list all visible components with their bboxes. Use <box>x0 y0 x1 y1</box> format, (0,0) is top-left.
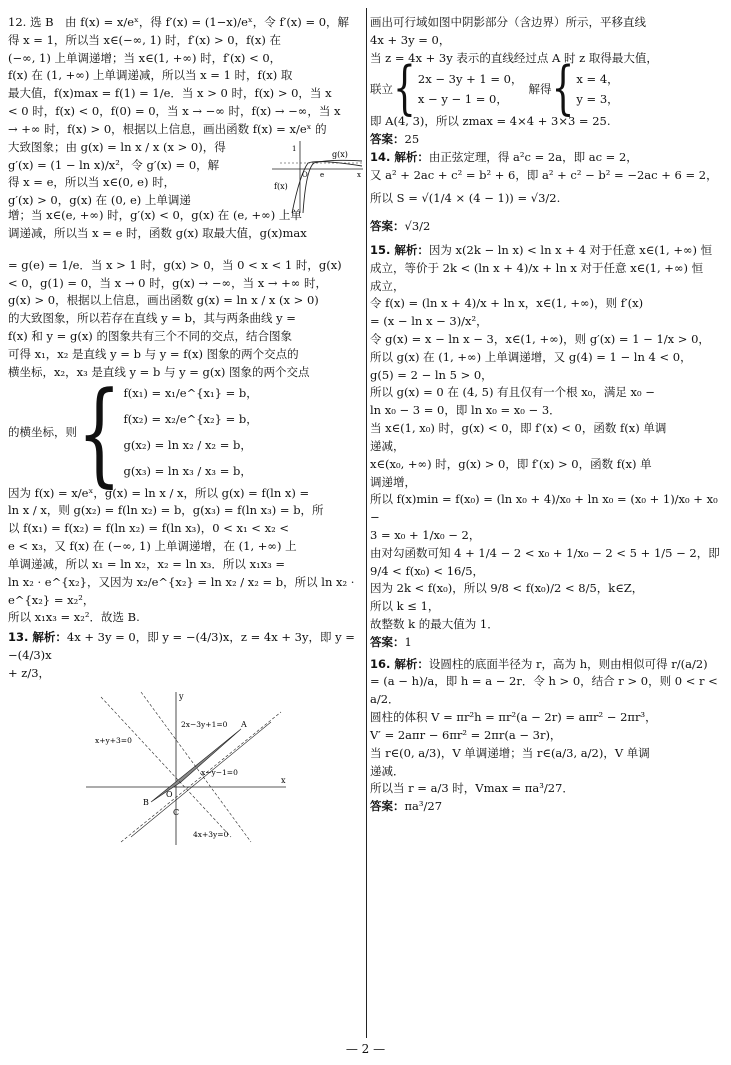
q13-sys-line: 2x − 3y + 1 = 0， <box>417 72 523 87</box>
q13-line1: 4x + 3y = 0，即 y = −(4/3)x，z = 4x + 3y，即 y = −(4/3)x <box>8 630 355 662</box>
point-b-label: B <box>143 797 149 807</box>
q12-after-line: ln x₂ · e^{x₂}，又因为 x₂/e^{x₂} = ln x₂ / x₂ = b，所以 ln x₂ · e^{x₂} = x₂²， <box>8 574 355 607</box>
q14-line-0: 由正弦定理，得 a²c = 2a，即 ac = 2， <box>428 149 638 164</box>
q12-line: 大致图象；由 g(x) = ln x / x (x > 0)，得 <box>8 139 226 154</box>
one-label: 1 <box>292 144 297 153</box>
point-a-label: A <box>241 719 247 729</box>
answer-value: 1 <box>404 634 412 649</box>
q16-line: 递减． <box>370 763 405 778</box>
answer-label: 答案： <box>370 799 405 814</box>
fx-label: f(x) <box>274 181 288 191</box>
q15-line: 因为 2k < f(x₀)，所以 9/8 < f(x₀)/2 < 8/5，k∈Z， <box>370 581 644 596</box>
x-axis-label: x <box>357 170 361 179</box>
q12-line: 得 x = 1，所以当 x∈(−∞, 1) 时，f′(x) > 0，f(x) 在 <box>8 32 281 47</box>
answer-label: 答案： <box>370 634 405 649</box>
q12-line: g(x) > 0，根据以上信息，画出函数 g(x) = ln x / x (x > 0) <box>8 293 319 308</box>
q16-line: 当 r∈(0, a/3)，V 单调递增；当 r∈(a/3, a/2)，V 单调 <box>370 745 650 760</box>
q13-sys-line: x − y − 1 = 0， <box>417 92 508 107</box>
linear-programming-graph <box>81 687 291 847</box>
page-number: — 2 — <box>345 1042 386 1056</box>
q15-line-0: 因为 x(2k − ln x) < ln x + 4 对于任意 x∈(1, +∞) 恒 <box>428 242 713 257</box>
q15-line <box>370 242 724 260</box>
lp-line3-label: x−y−1=0 <box>201 767 238 777</box>
lp-line2-label: 2x−3y+1=0 <box>181 719 228 729</box>
q13-sys-prefix: 联立 <box>370 82 393 97</box>
brace-icon: { <box>393 56 416 123</box>
answer-value: √3/2 <box>404 219 431 234</box>
answer-label: 答案： <box>370 219 405 234</box>
q15-line: 由对勾函数可知 4 + 1/4 − 2 < x₀ + 1/x₀ − 2 < 5 + 1/5 − 2，即 <box>370 545 720 560</box>
q12-line: 最大值，f(x)max = f(1) = 1/e．当 x > 0 时，f(x) > 0，当 x <box>8 86 332 101</box>
q12-after-line: ln x / x，则 g(x₂) = f(ln x₂) = b，g(x₃) = f(ln x₃) = b，所 <box>8 503 324 518</box>
point-c-label: C <box>173 807 180 817</box>
q13-tail: 即 A(4, 3)，所以 zmax = 4×4 + 3×3 = 25. <box>370 114 611 129</box>
q12-graph-text-2 <box>8 207 364 243</box>
q16-solution <box>370 656 724 816</box>
q12-after-line: e < x₃，又 f(x) 在 (−∞, 1) 上单调递增，在 (1, +∞) 上 <box>8 539 297 554</box>
q15-line: 9/4 < f(x₀) < 16/5， <box>370 563 485 578</box>
line-x-y <box>131 719 271 837</box>
q13-line2: + z/3， <box>8 665 51 680</box>
q12-line: 横坐标，x₂，x₃ 是直线 y = b 与 y = g(x) 图象的两个交点 <box>8 364 310 379</box>
q12-system-line: g(x₃) = ln x₃ / x₃ = b， <box>123 463 252 478</box>
q15-line: 成立， <box>370 278 405 293</box>
q13-cont-line: 4x + 3y = 0， <box>370 32 451 47</box>
lp-y-axis-label: y <box>179 691 184 701</box>
q15-label: 15. 解析： <box>370 242 429 257</box>
q14-label: 14. 解析： <box>370 149 429 164</box>
lp-x-axis-label: x <box>281 775 286 785</box>
q14-line: 所以 S = √(1/4 × (4 − 1)) = √3/2. <box>370 191 561 206</box>
gx-curve <box>303 160 362 213</box>
lp-line1-label: x+y+3=0 <box>95 735 132 745</box>
q12-line: < 0 时，f(x) < 0，f(0) = 0，当 x → −∞ 时，f(x) → −∞，当 x <box>8 104 341 119</box>
q16-label: 16. 解析： <box>370 656 429 671</box>
e-label: e <box>320 170 325 179</box>
q12-line: → +∞ 时，f(x) > 0，根据以上信息，画出函数 f(x) = x/eˣ 的 <box>8 121 327 136</box>
q13-sys-lines <box>418 71 523 109</box>
q12-after-line: 因为 f(x) = x/eˣ，g(x) = ln x / x，所以 g(x) = f(ln x) = <box>8 485 310 500</box>
q12-system-lines <box>124 385 258 480</box>
q16-line <box>370 656 724 674</box>
lp-origin-label: O <box>166 789 173 799</box>
left-column <box>8 14 364 851</box>
q13-sys-mid: 解得 <box>528 82 552 97</box>
q12-system-intro: 的横坐标，则 <box>8 425 77 440</box>
q12-line: = g(e) = 1/e．当 x > 1 时，g(x) > 0，当 0 < x < 1 时，g(x) <box>8 257 342 272</box>
q15-line: 递减， <box>370 438 405 453</box>
q14-answer <box>370 214 724 242</box>
q15-line: 令 g(x) = x − ln x − 3，x∈(1, +∞)，则 g′(x) = 1 − 1/x > 0， <box>370 332 710 346</box>
q13-sol-line: y = 3， <box>576 92 619 107</box>
q12-graph-text <box>8 139 258 210</box>
brace-icon: { <box>551 56 575 123</box>
q15-line: = (x − ln x − 3)/x²， <box>370 314 488 329</box>
q12-line: 调递减，所以当 x = e 时，函数 g(x) 取最大值，g(x)max <box>8 225 307 240</box>
q15-line: 所以 g(x) 在 (1, +∞) 上单调递增，又 g(4) = 1 − ln 4 < 0， <box>370 349 692 364</box>
q15-line: 所以 k ≤ 1， <box>370 599 440 614</box>
q14-solution <box>370 149 724 242</box>
line-2x-3y <box>121 712 281 842</box>
q16-line: V′ = 2aπr − 6πr² = 2πr(a − 3r)， <box>370 727 562 742</box>
q12-line: 得 x = e，所以当 x∈(0, e) 时， <box>8 175 176 190</box>
q15-line: 所以 g(x) = 0 在 (4, 5) 有且仅有一个根 x₀，满足 x₀ − <box>370 385 655 400</box>
q13-solution <box>8 629 364 846</box>
origin-label: O <box>302 170 308 179</box>
q16-line: = (a − h)/a，即 h = a − 2r．令 h > 0，结合 r > 0，则 0 < r < a/2． <box>370 674 718 707</box>
q12-line: (−∞, 1) 上单调递增；当 x∈(1, +∞) 时，f′(x) < 0， <box>8 50 282 65</box>
q16-answer <box>370 798 724 816</box>
q15-line: x∈(x₀, +∞) 时，g(x) > 0，即 f′(x) > 0，函数 f(x) 单 <box>370 456 652 471</box>
q15-solution <box>370 242 724 652</box>
q12-line: f(x) 在 (1, +∞) 上单调递减，所以当 x = 1 时，f(x) 取 <box>8 68 293 83</box>
answer-value: πa³/27 <box>404 799 443 814</box>
q12-after-line: 以 f(x₁) = f(x₂) = f(ln x₂) = f(ln x₃)，0 < x₁ < x₂ < <box>8 521 289 536</box>
q15-line: 3 = x₀ + 1/x₀ − 2， <box>370 527 481 542</box>
q13-line <box>8 629 364 665</box>
q12-line: g′(x) = (1 − ln x)/x²，令 g′(x) = 0，解 <box>8 157 220 172</box>
q12-after-line: 单调递减，所以 x₁ = ln x₂，x₂ = ln x₃．所以 x₁x₃ = <box>8 556 286 571</box>
lp-line4-label: 4x+3y=0 <box>193 829 229 839</box>
q12-after-line: 所以 x₁x₃ = x₂²．故选 B. <box>8 610 140 625</box>
q15-line: 当 x∈(1, x₀) 时，g(x) < 0，即 f′(x) < 0，函数 f(x) 单调 <box>370 421 667 436</box>
q15-line: 所以 f(x)min = f(x₀) = (ln x₀ + 4)/x₀ + ln x₀ = (x₀ + 1)/x₀ + x₀ − <box>370 492 718 525</box>
q12-system-line: f(x₁) = x₁/e^{x₁} = b， <box>123 386 258 401</box>
answer-value: 25 <box>404 131 420 146</box>
q12-line: 可得 x₁，x₂ 是直线 y = b 与 y = f(x) 图象的两个交点的 <box>8 346 299 361</box>
q12-line: 12. 选 B 由 f(x) = x/eˣ，得 f′(x) = (1−x)/eˣ，令 f′(x) = 0，解 <box>8 15 350 29</box>
q13-label: 13. 解析： <box>8 630 67 645</box>
q14-line: 又 a² + 2ac + c² = b² + 6，即 a² + c² − b² = −2ac + 6 = 2， <box>370 167 718 182</box>
q13-answer <box>370 131 724 149</box>
q12-system-line: f(x₂) = x₂/e^{x₂} = b， <box>123 412 258 427</box>
answer-label: 答案： <box>370 131 405 146</box>
right-column <box>370 14 724 816</box>
q16-line-0: 设圆柱的底面半径为 r，高为 h，则由相似可得 r/(a/2) <box>428 656 708 671</box>
q15-line: 令 f(x) = (ln x + 4)/x + ln x，x∈(1, +∞)，则 f′(x) <box>370 296 644 311</box>
fx-gx-graph <box>270 139 365 215</box>
q15-answer <box>370 634 724 652</box>
q12-line: < 0，g(1) = 0，当 x → 0 时，g(x) → −∞，当 x → +∞ 时， <box>8 275 328 290</box>
q13-sol-line: x = 4， <box>576 72 619 87</box>
q16-line: 所以当 r = a/3 时，Vmax = πa³/27． <box>370 781 574 796</box>
q12-line: g′(x) > 0，g(x) 在 (0, e) 上单调递 <box>8 193 191 208</box>
q12-line: 增；当 x∈(e, +∞) 时，g′(x) < 0，g(x) 在 (e, +∞) 上单 <box>8 207 302 222</box>
q13-cont-line: 当 z = 4x + 3y 表示的直线经过点 A 时 z 取得最大值， <box>370 50 658 65</box>
q15-line: 故整数 k 的最大值为 1． <box>370 617 499 631</box>
q12-line: 的大致图象，所以若存在直线 y = b，其与两条曲线 y = <box>8 311 296 326</box>
feasible-region <box>151 729 241 802</box>
brace-icon: { <box>77 367 122 499</box>
q13-cont-line: 画出可行域如图中阴影部分（含边界）所示，平移直线 <box>370 15 646 29</box>
line-x-y-3 <box>101 697 231 837</box>
q12-graph-block <box>8 139 364 257</box>
q12-solution <box>8 14 364 627</box>
q15-line: g(5) = 2 − ln 5 > 0， <box>370 367 493 382</box>
q16-line: 圆柱的体积 V = πr²h = πr²(a − 2r) = aπr² − 2πr³， <box>370 710 657 725</box>
q13-sol-lines <box>576 71 618 109</box>
q14-line <box>370 149 724 167</box>
q15-line: 调递增， <box>370 474 416 489</box>
column-divider <box>366 8 367 1038</box>
gx-label: g(x) <box>332 149 348 159</box>
q15-line: ln x₀ − 3 = 0，即 ln x₀ = x₀ − 3． <box>370 403 561 418</box>
q12-system-line: g(x₂) = ln x₂ / x₂ = b， <box>123 438 252 452</box>
q15-line: 成立，等价于 2k < (ln x + 4)/x + ln x 对于任意 x∈(1, +∞) 恒 <box>370 260 704 275</box>
q12-line: f(x) 和 y = g(x) 的图象共有三个不同的交点，结合图象 <box>8 328 292 343</box>
